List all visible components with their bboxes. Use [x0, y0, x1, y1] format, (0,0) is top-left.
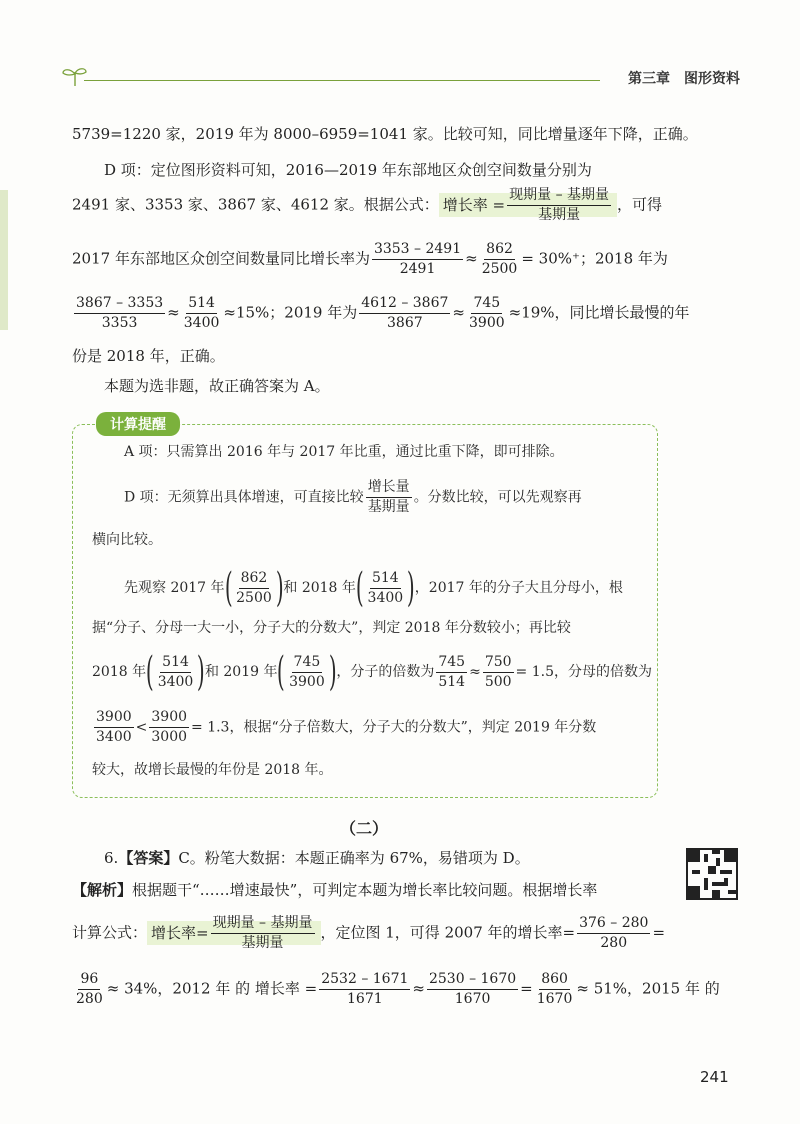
tip-line-3: 横向比较。 — [92, 532, 162, 548]
body-line-1: 5739=1220 家，2019 年为 8000–6959=1041 家。比较可知，同比增量逐年下降，正确。 — [72, 125, 698, 143]
body-line-5: $\frac{3867 - 3353}{3353}$ ≈ $\frac{514}{3400}$ ≈15%；2019 年为 $\frac{4612 - 3867}{3867}$ ≈ $\frac{745}{3900}$ ≈19%，同比增长最慢的年 — [76, 295, 690, 331]
body-line-3: 2491 家、3353 家、3867 家、4612 家。根据公式： 增长率 = $\frac{\text{现期量 – 基期量}}{\text{基期量}}$ ，可得 — [72, 187, 663, 223]
header-rule — [84, 80, 600, 81]
analysis-line-1: 【解析】根据题干“……增速最快”，可判定本题为增长率比较问题。根据增长率 — [72, 881, 598, 899]
tip-line-2: D 项：无须算出具体增速，可直接比较 $\frac{\text{增长量}}{\text{基期量}}$ 。分数比较，可以先观察再 — [124, 479, 582, 515]
running-header — [60, 64, 740, 90]
body-line-4: 2017 年东部地区众创空间数量同比增长率为 $\frac{3353 - 2491}{2491}$ ≈ $\frac{862}{2500}$ = 30%⁺；2018 年为 — [72, 241, 668, 277]
answer-line: 6.【答案】C。粉笔大数据：本题正确率为 67%，易错项为 D。 — [104, 849, 530, 867]
side-tab-marker — [0, 190, 8, 330]
body-line-7: 本题为选非题，故正确答案为 A。 — [104, 377, 330, 395]
tip-line-5: 据“分子、分母一大一小，分子大的分数大”，判定 2018 年分数较小；再比较 — [92, 620, 571, 636]
analysis-line-2: 计算公式： 增长率= $\frac{\text{现期量 – 基期量}}{\text{基期量}}$ ，定位图 1，可得 2007 年的增长率= $\frac{376 - 280}{280}$ = — [72, 915, 666, 951]
growth-rate-formula: 增长率 = $\frac{\text{现期量 – 基期量}}{\text{基期量}}$ — [439, 193, 617, 217]
page-number: 241 — [700, 1068, 729, 1086]
tip-line-1: A 项：只需算出 2016 年与 2017 年比重，通过比重下降，即可排除。 — [124, 444, 564, 460]
chapter-title: 第三章 图形资料 — [628, 71, 740, 87]
section-title: （二） — [340, 819, 389, 838]
tip-line-6: 2018 年( $\frac{514}{3400}$ )和 2019 年( $\frac{745}{3900}$ )，分子的倍数为 $\frac{745}{514}$ ≈ $\frac{750}{500}$ = 1.5，分母的倍数为 — [92, 649, 652, 695]
body-line-6: 份是 2018 年，正确。 — [72, 347, 225, 365]
tip-tag: 计算提醒 — [96, 412, 180, 436]
qr-code-icon — [688, 850, 736, 898]
tip-line-4: 先观察 2017 年( $\frac{862}{2500}$ )和 2018 年( $\frac{514}{3400}$ )，2017 年的分子大且分母小，根 — [124, 565, 623, 611]
body-line-2: D 项：定位图形资料可知，2016—2019 年东部地区众创空间数量分别为 — [104, 161, 592, 179]
qr-code[interactable] — [686, 848, 738, 900]
growth-rate-formula-2: 增长率= $\frac{\text{现期量 – 基期量}}{\text{基期量}}$ — [147, 921, 320, 945]
sprout-icon — [60, 64, 90, 88]
tip-line-7: $\frac{3900}{3400}$ < $\frac{3900}{3000}$ = 1.3，根据“分子倍数大，分子大的分数大”，判定 2019 年分数 — [96, 709, 597, 745]
analysis-line-3: $\frac{96}{280}$ ≈ 34%，2012 年 的 增长率 = $\frac{2532 - 1671}{1671}$ ≈ $\frac{2530 - 1670}{1670}$ = $\frac{860}{1670}$ ≈ 51%，2015 年 的 — [76, 971, 720, 1007]
tip-line-8: 较大，故增长最慢的年份是 2018 年。 — [92, 762, 333, 778]
